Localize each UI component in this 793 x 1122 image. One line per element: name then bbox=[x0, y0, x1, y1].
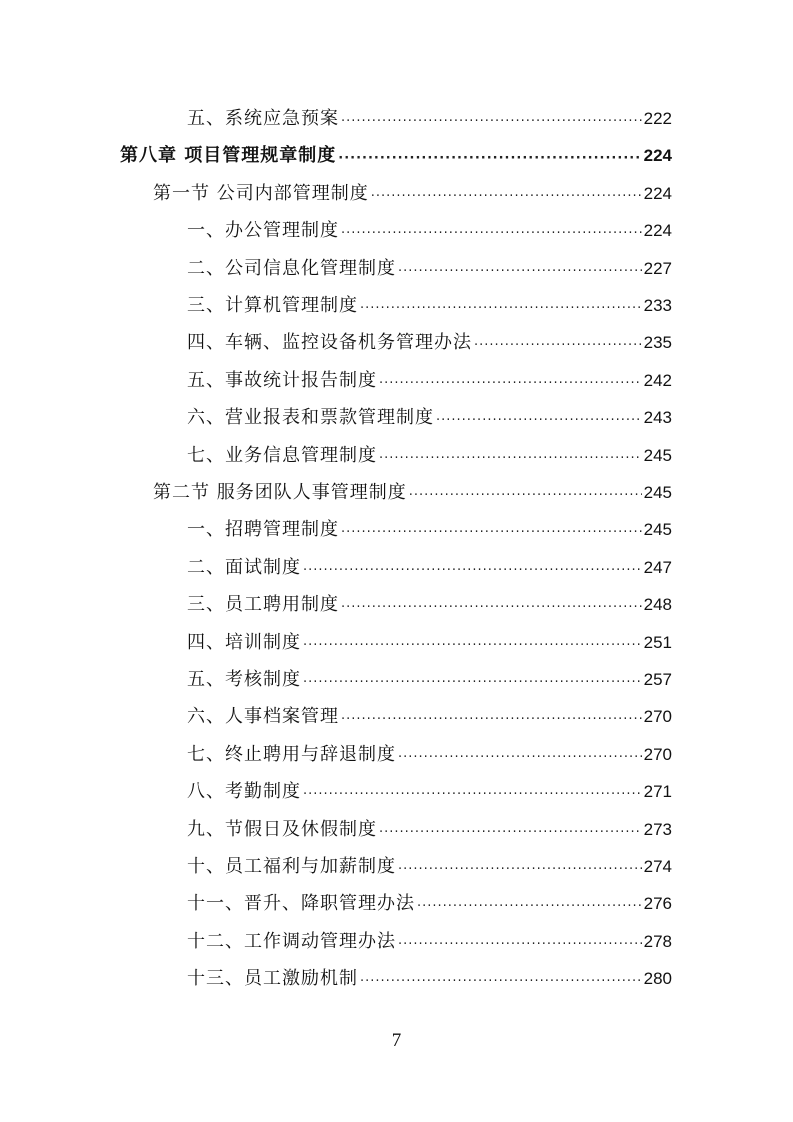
toc-entry-page: 276 bbox=[643, 894, 672, 914]
toc-entry-title: 六、人事档案管理 bbox=[187, 706, 339, 728]
toc-entry-page: 242 bbox=[643, 370, 672, 390]
toc-entry[interactable] bbox=[187, 368, 672, 394]
toc-entry-title: 一、办公管理制度 bbox=[187, 220, 339, 242]
toc-entry[interactable] bbox=[187, 667, 672, 693]
toc-entry[interactable] bbox=[187, 592, 672, 618]
toc-entry-page: 224 bbox=[643, 146, 672, 166]
toc-entry[interactable] bbox=[187, 742, 672, 768]
toc-entry-page: 227 bbox=[643, 258, 672, 278]
toc-entry-page: 274 bbox=[643, 857, 672, 876]
dot-leader bbox=[341, 112, 642, 132]
dot-leader bbox=[341, 710, 642, 730]
dot-leader bbox=[341, 598, 642, 618]
toc-entry-title: 二、公司信息化管理制度 bbox=[187, 257, 396, 279]
toc-entry-page: 235 bbox=[643, 333, 672, 353]
dot-leader bbox=[360, 299, 642, 319]
dot-leader bbox=[398, 860, 642, 880]
toc-entry[interactable] bbox=[187, 218, 672, 244]
toc-entry-title: 十二、工作调动管理办法 bbox=[187, 930, 396, 952]
toc-entry[interactable] bbox=[187, 555, 672, 581]
toc-entry-page: 273 bbox=[643, 819, 672, 839]
toc-entry-title: 四、培训制度 bbox=[187, 631, 301, 653]
dot-leader bbox=[360, 972, 642, 992]
dot-leader bbox=[338, 149, 641, 169]
dot-leader bbox=[398, 935, 642, 955]
toc-entry-title: 四、车辆、监控设备机务管理办法 bbox=[187, 332, 472, 354]
dot-leader bbox=[474, 336, 642, 356]
toc-entry[interactable] bbox=[153, 181, 672, 207]
toc-entry-title: 第一节 公司内部管理制度 bbox=[153, 182, 369, 204]
toc-entry-page: 271 bbox=[643, 782, 672, 802]
dot-leader bbox=[398, 262, 642, 282]
toc-entry[interactable] bbox=[187, 630, 672, 656]
toc-entry[interactable] bbox=[187, 443, 672, 469]
toc-entry-page: 224 bbox=[643, 221, 672, 241]
toc-entry-title: 三、计算机管理制度 bbox=[187, 295, 358, 316]
toc-entry-page: 245 bbox=[643, 445, 672, 465]
dot-leader bbox=[436, 411, 642, 431]
dot-leader bbox=[379, 449, 642, 469]
toc-entry-page: 245 bbox=[643, 483, 672, 502]
toc-entry-page: 270 bbox=[643, 744, 672, 764]
toc-entry-page: 251 bbox=[643, 632, 672, 652]
dot-leader bbox=[303, 785, 642, 805]
toc-entry-page: 247 bbox=[643, 557, 672, 577]
toc-entry-title: 第八章 项目管理规章制度 bbox=[120, 145, 337, 167]
toc-entry[interactable] bbox=[187, 517, 672, 543]
toc-entry-title: 第二节 服务团队人事管理制度 bbox=[153, 482, 407, 503]
toc-entry-page: 257 bbox=[643, 670, 672, 689]
toc-entry-page: 233 bbox=[643, 296, 672, 315]
toc-entry-title: 七、业务信息管理制度 bbox=[187, 444, 377, 466]
toc-entry-title: 二、面试制度 bbox=[187, 556, 301, 578]
toc-entry-page: 248 bbox=[643, 595, 672, 615]
toc-entry-page: 270 bbox=[643, 707, 672, 727]
toc-entry[interactable] bbox=[187, 256, 672, 282]
toc-entry[interactable] bbox=[187, 293, 672, 319]
toc-entry-title: 六、营业报表和票款管理制度 bbox=[187, 407, 434, 429]
dot-leader bbox=[371, 187, 642, 207]
dot-leader bbox=[379, 374, 642, 394]
toc-entry-page: 245 bbox=[643, 520, 672, 540]
toc-entry-title: 十三、员工激励机制 bbox=[187, 968, 358, 990]
toc-entry-page: 222 bbox=[643, 109, 672, 128]
dot-leader bbox=[303, 561, 642, 581]
toc-entry[interactable] bbox=[187, 779, 672, 805]
dot-leader bbox=[303, 636, 642, 656]
dot-leader bbox=[379, 823, 642, 843]
toc-entry-page: 278 bbox=[643, 931, 672, 951]
page-number: 7 bbox=[391, 1030, 402, 1051]
toc-entry-title: 九、节假日及休假制度 bbox=[187, 818, 377, 840]
toc-entry[interactable] bbox=[187, 817, 672, 843]
toc-entry[interactable] bbox=[187, 854, 672, 880]
toc-entry[interactable] bbox=[187, 405, 672, 431]
dot-leader bbox=[417, 897, 642, 917]
toc-entry-title: 七、终止聘用与辞退制度 bbox=[187, 743, 396, 765]
dot-leader bbox=[398, 748, 642, 768]
dot-leader bbox=[341, 224, 642, 244]
toc-entry[interactable] bbox=[187, 966, 672, 992]
toc-entry-title: 十一、晋升、降职管理办法 bbox=[187, 893, 415, 915]
toc-entry-title: 五、考核制度 bbox=[187, 669, 301, 690]
toc-entry[interactable] bbox=[187, 330, 672, 356]
toc-entry-title: 五、系统应急预案 bbox=[187, 108, 339, 129]
toc-entry-title: 十、员工福利与加薪制度 bbox=[187, 856, 396, 877]
toc-entry[interactable] bbox=[187, 704, 672, 730]
toc-entry[interactable] bbox=[120, 143, 672, 169]
toc-entry-page: 243 bbox=[643, 408, 672, 428]
toc-entry[interactable] bbox=[187, 929, 672, 955]
toc-entry-title: 八、考勤制度 bbox=[187, 781, 301, 803]
toc-entry-page: 224 bbox=[643, 183, 672, 203]
toc-entry[interactable] bbox=[153, 480, 672, 506]
toc-entry-page: 280 bbox=[643, 969, 672, 989]
toc-entry-title: 一、招聘管理制度 bbox=[187, 519, 339, 541]
toc-entry[interactable] bbox=[187, 106, 672, 132]
dot-leader bbox=[409, 486, 642, 506]
toc-entry-title: 五、事故统计报告制度 bbox=[187, 369, 377, 391]
dot-leader bbox=[341, 523, 642, 543]
toc-entry-title: 三、员工聘用制度 bbox=[187, 594, 339, 616]
toc-entry[interactable] bbox=[187, 891, 672, 917]
dot-leader bbox=[303, 673, 642, 693]
